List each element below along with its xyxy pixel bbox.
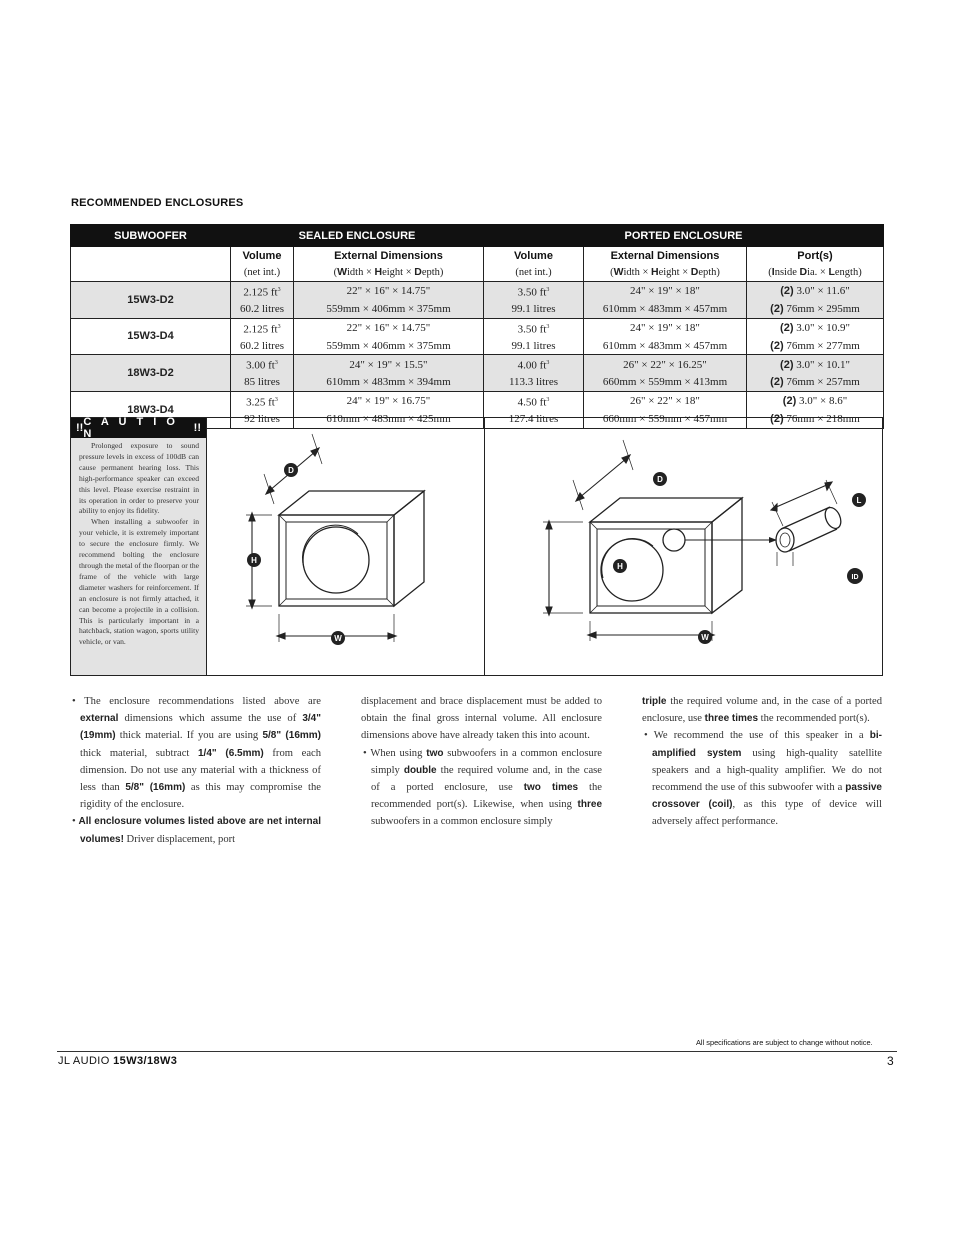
ported-volume-ft: 3.50 $ft^3$ — [484, 282, 584, 301]
label-d: D — [288, 466, 294, 475]
caution-title: C A U T I O N — [83, 416, 179, 440]
port-in: (2) 3.0" × 11.6" — [747, 282, 884, 301]
row-model: 15W3-D2 — [71, 282, 231, 319]
table-row — [71, 318, 884, 337]
caution-mark-right: !! — [193, 422, 201, 434]
sealed-ext-label: External Dimensions — [294, 247, 484, 265]
table-row — [71, 282, 884, 301]
caution-header — [71, 418, 206, 438]
ported-ext-sub: (Width × Height × Depth) — [584, 264, 747, 282]
ported-volume-sub: (net int.) — [484, 264, 584, 282]
note-net-volumes: • All enclosure volumes listed above are net internal volumes! Driver displacement, port — [72, 816, 321, 845]
enclosure-table — [70, 224, 884, 429]
caution-mark-left: !! — [76, 422, 84, 434]
ported-volume-l: 113.3 litres — [484, 374, 584, 392]
note-external-dimensions: • The enclosure recommendations listed above are external dimensions which assume the use of 3/4" (19mm) thick material. If you are using 5/8" (16mm) thick material, subtract 1/4" (6.5mm) from each dimension. Do not use any material with a thickness of less than 5/8" (16mm) as this may compromise the rigidity of the enclosure. — [72, 696, 322, 811]
figure-divider — [484, 418, 485, 675]
header-ported: PORTED ENCLOSURE — [484, 225, 884, 247]
port-mm: (2) 76mm × 295mm — [747, 301, 884, 319]
spec-disclaimer: All specifications are subject to change without notice. — [696, 1038, 873, 1047]
sealed-dim-mm: 610mm × 483mm × 394mm — [294, 374, 484, 392]
sealed-volume-ft: 2.125 $ft^3$ — [231, 282, 294, 301]
note-bi-amplified: • We recommend the use of this speaker in a bi-amplified system using high-quality satellite speakers and a high-quality amplifier. We do not recommend the use of this subwoofer with a passive crossover (coil), as this type of device will adversely affect performance. — [644, 730, 882, 828]
label-h: H — [251, 556, 257, 565]
header-subwoofer: SUBWOOFER — [71, 225, 231, 247]
ports-label: Port(s) — [747, 247, 884, 265]
label-w: W — [334, 634, 342, 643]
sealed-volume-sub: (net int.) — [231, 264, 294, 282]
caution-text — [71, 438, 206, 648]
figure-box — [70, 417, 883, 676]
table-row — [71, 355, 884, 374]
note-multiple-woofers: • When using two subwoofers in a common enclosure simply double the required volume and, in the case of a ported enclosure, use two times the recommended port(s). Likewise, when using three subwoofers in a common enclosure simply — [363, 747, 602, 828]
ported-dim-in: 26" × 22" × 16.25" — [584, 355, 747, 374]
row-model: 18W3-D2 — [71, 355, 231, 392]
footer-brand: JL AUDIO 15W3/18W3 — [58, 1055, 178, 1067]
ported-label-id: ID — [851, 574, 859, 581]
port-mm: (2) 76mm × 257mm — [747, 374, 884, 392]
ported-ext-label: External Dimensions — [584, 247, 747, 265]
table-row — [71, 391, 884, 410]
ported-label-w: W — [701, 633, 709, 642]
caution-paragraph-1: Prolonged exposure to sound pressure levels in excess of 100dB can cause permanent hearing loss. This high-performance speaker can exceed this level. Please exercise restraint in its operation in order to preserve your ability to enjoy its fidelity. — [79, 441, 199, 516]
ported-label-l: L — [856, 496, 862, 505]
sealed-dim-mm: 610mm × 483mm × 425mm — [294, 411, 484, 429]
ported-enclosure-diagram — [485, 418, 883, 675]
caution-paragraph-2: When installing a subwoofer in your vehicle, it is extremely important to secure the enclosure firmly. We recommend bolting the enclosure through the metal of the floorpan or the frame of the vehicle with large diameter washers for reinforcement. If an enclosure is not firmly attached, it can become a projectile in a collision. This is particularly important in a hatchback, station wagon, sports utility vehicle, or van. — [79, 517, 199, 647]
ported-label-h: H — [617, 562, 623, 571]
ported-volume-ft: 4.00 $ft^3$ — [484, 355, 584, 374]
notes-column-1 — [70, 693, 321, 848]
port-mm: (2) 76mm × 277mm — [747, 337, 884, 355]
sealed-volume-label: Volume — [231, 247, 294, 265]
note-triple: triple the required volume and, in the case of a ported enclosure, use three times the recommended port(s). — [642, 696, 882, 725]
page-number: 3 — [887, 1054, 894, 1068]
row-model: 18W3-D4 — [71, 391, 231, 428]
sealed-dim-in: 24" × 19" × 15.5" — [294, 355, 484, 374]
caution-box — [71, 418, 207, 675]
ported-dim-mm: 660mm × 559mm × 413mm — [584, 374, 747, 392]
ported-volume-l: 127.4 litres — [484, 411, 584, 429]
ported-dim-mm: 610mm × 483mm × 457mm — [584, 301, 747, 319]
sealed-dim-in: 22" × 16" × 14.75" — [294, 282, 484, 301]
header-sealed: SEALED ENCLOSURE — [231, 225, 484, 247]
sealed-volume-ft: 2.125 $ft^3$ — [231, 318, 294, 337]
port-in: (2) 3.0" × 10.1" — [747, 355, 884, 374]
port-in: (2) 3.0" × 8.6" — [747, 391, 884, 410]
subheader-blank — [71, 247, 231, 282]
sealed-enclosure-diagram — [208, 418, 484, 675]
sealed-dim-mm: 559mm × 406mm × 375mm — [294, 301, 484, 319]
sealed-ext-sub: (Width × Height × Depth) — [294, 264, 484, 282]
sealed-volume-l: 60.2 litres — [231, 337, 294, 355]
ported-dim-in: 26" × 22" × 18" — [584, 391, 747, 410]
ported-dim-in: 24" × 19" × 18" — [584, 282, 747, 301]
port-mm: (2) 76mm × 218mm — [747, 411, 884, 429]
ported-dim-in: 24" × 19" × 18" — [584, 318, 747, 337]
sealed-dim-in: 22" × 16" × 14.75" — [294, 318, 484, 337]
sealed-volume-ft: 3.25 $ft^3$ — [231, 391, 294, 410]
sealed-volume-ft: 3.00 $ft^3$ — [231, 355, 294, 374]
note-displacement: displacement and brace displacement must be added to obtain the final gross internal volume. All enclosure dimensions above have already taken this into acount. — [361, 696, 602, 742]
ported-dim-mm: 660mm × 559mm × 457mm — [584, 411, 747, 429]
ported-dim-mm: 610mm × 483mm × 457mm — [584, 337, 747, 355]
section-title: RECOMMENDED ENCLOSURES — [71, 197, 244, 209]
sealed-volume-l: 60.2 litres — [231, 301, 294, 319]
footer-rule — [57, 1051, 897, 1052]
notes-column-2 — [361, 693, 602, 831]
ported-volume-l: 99.1 litres — [484, 301, 584, 319]
ported-label-d: D — [657, 475, 663, 484]
ported-volume-l: 99.1 litres — [484, 337, 584, 355]
sealed-dim-in: 24" × 19" × 16.75" — [294, 391, 484, 410]
sealed-dim-mm: 559mm × 406mm × 375mm — [294, 337, 484, 355]
port-in: (2) 3.0" × 10.9" — [747, 318, 884, 337]
notes-column-3 — [642, 693, 882, 831]
ported-volume-label: Volume — [484, 247, 584, 265]
row-model: 15W3-D4 — [71, 318, 231, 355]
sealed-volume-l: 85 litres — [231, 374, 294, 392]
ported-volume-ft: 4.50 $ft^3$ — [484, 391, 584, 410]
ported-volume-ft: 3.50 $ft^3$ — [484, 318, 584, 337]
sealed-volume-l: 92 litres — [231, 411, 294, 429]
ports-sub: (Inside Dia. × Length) — [747, 264, 884, 282]
